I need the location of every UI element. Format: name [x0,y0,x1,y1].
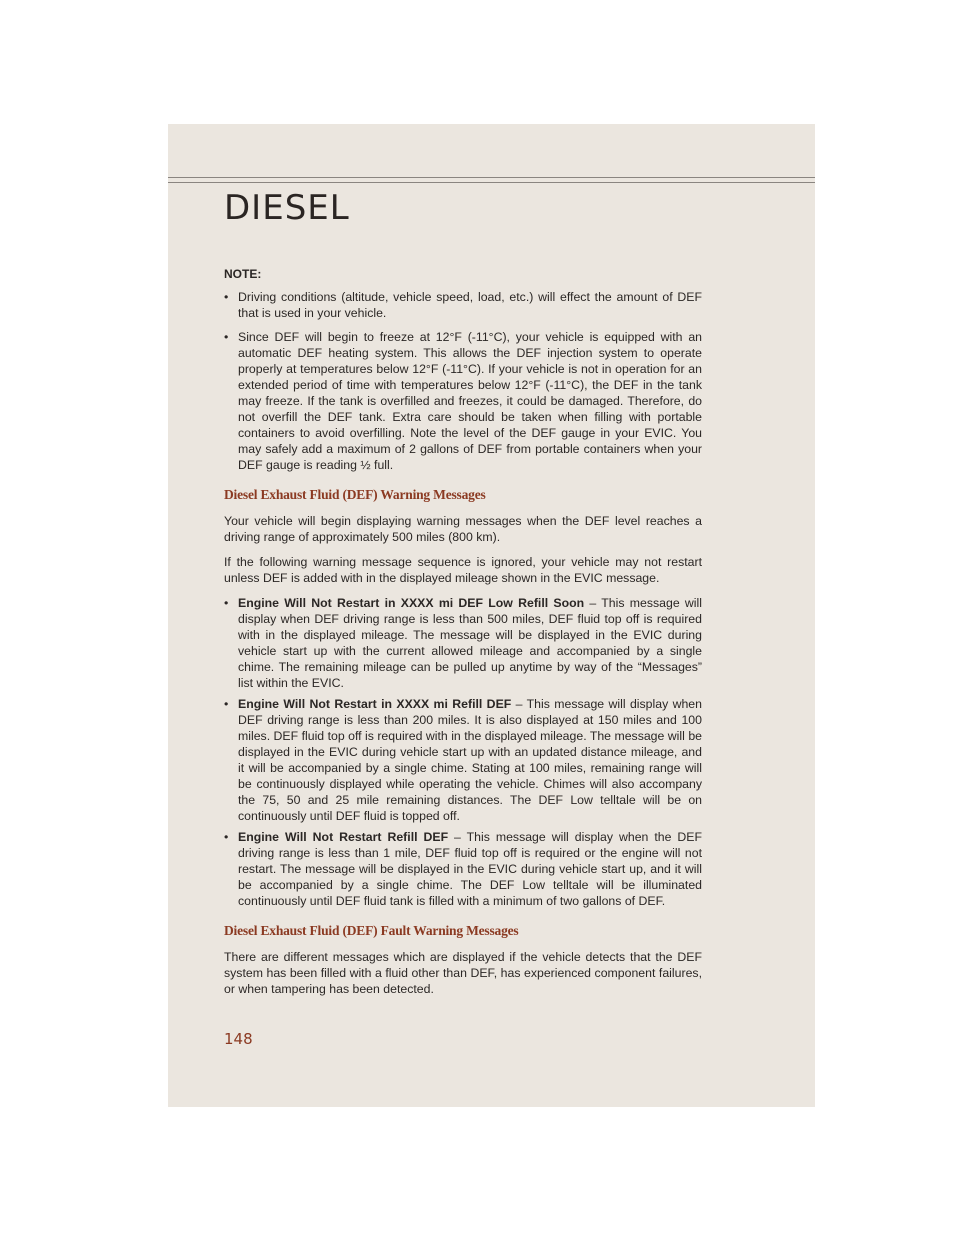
page-number: 148 [224,1030,253,1048]
warning-message-text: – This message will display when the DEF driving range is less than 1 mile, DEF fluid top off is required or the engine will not restart. The message will be displayed in the EVIC during vehicle start up, and it will be accompanied by a single chime. The DEF Low telltale will be illuminated continuously until DEF fluid tank is filled with a minimum of two gallons of DEF. [238,830,703,908]
paragraph: If the following warning message sequence is ignored, your vehicle may not restart unless DEF is added with in the displayed mileage shown in the EVIC message. [224,555,702,585]
warning-message-text: – This message will display when DEF driving range is less than 200 miles. It is also displayed at 150 miles and 100 miles. DEF fluid top off is required with in the displayed mileage. The message will be displayed in the EVIC during vehicle start up with an updated distance mileage, and it will be accompanied by a single chime. Stating at 100 miles, remaining range will be continuously displayed while operating the vehicle. Chimes will also accompany the 75, 50 and 25 mile remaining distances. The DEF Low telltale will be on continuously until DEF fluid is topped off. [238,697,702,823]
warning-message-item [224,829,702,909]
page-title: DIESEL [224,188,350,228]
paragraph: Your vehicle will begin displaying warning messages when the DEF level reaches a driving range of approximately 500 miles (800 km). [224,514,702,544]
warning-message-term: Engine Will Not Restart in XXXX mi Refill DEF [238,697,512,711]
paragraph: There are different messages which are displayed if the vehicle detects that the DEF system has been filled with a fluid other than DEF, has experienced component failures, or when tampering has been detected. [224,950,702,996]
note-item: • Since DEF will begin to freeze at 12°F (-11°C), your vehicle is equipped with an automatic DEF heating system. This allows the DEF injection system to operate properly at temperatures below 12°F (-11°C). If your vehicle is not in operation for an extended period of time with temperatures below 12°F (-11°C), the DEF in the tank may freeze. If the tank is overfilled and freezes, it could be damaged. Therefore, do not overfill the DEF tank. Extra care should be taken when filling with portable containers to avoid overfilling. Note the level of the DEF gauge in your EVIC. You may safely add a maximum of 2 gallons of DEF from portable containers when your DEF gauge is reading ½ full. [224,329,702,473]
warning-message-term: Engine Will Not Restart Refill DEF [238,830,449,844]
warning-message-item [224,696,702,824]
note-list [224,289,702,473]
warning-message-list [224,595,702,909]
warning-message-term: Engine Will Not Restart in XXXX mi DEF Low Refill Soon [238,596,585,610]
section-heading-fault-warning-messages: Diesel Exhaust Fluid (DEF) Fault Warning Messages [224,923,519,938]
page-content [224,266,702,1006]
note-label: NOTE: [224,267,262,281]
section-heading-warning-messages: Diesel Exhaust Fluid (DEF) Warning Messages [224,487,486,502]
note-item: • Driving conditions (altitude, vehicle speed, load, etc.) will effect the amount of DEF that is used in your vehicle. [224,289,702,321]
manual-page [168,124,815,1107]
warning-message-text: – This message will display when DEF driving range is less than 500 miles, DEF fluid top off is required with in the displayed mileage. The message will be displayed in the EVIC during vehicle start up with the current allowed mileage and accompanied by a single chime. The remaining mileage can be pulled up anytime by way of the “Messages” list within the EVIC. [238,596,702,690]
header-rule-bottom [168,182,815,183]
warning-message-item [224,595,702,691]
header-rule-top [168,177,815,178]
